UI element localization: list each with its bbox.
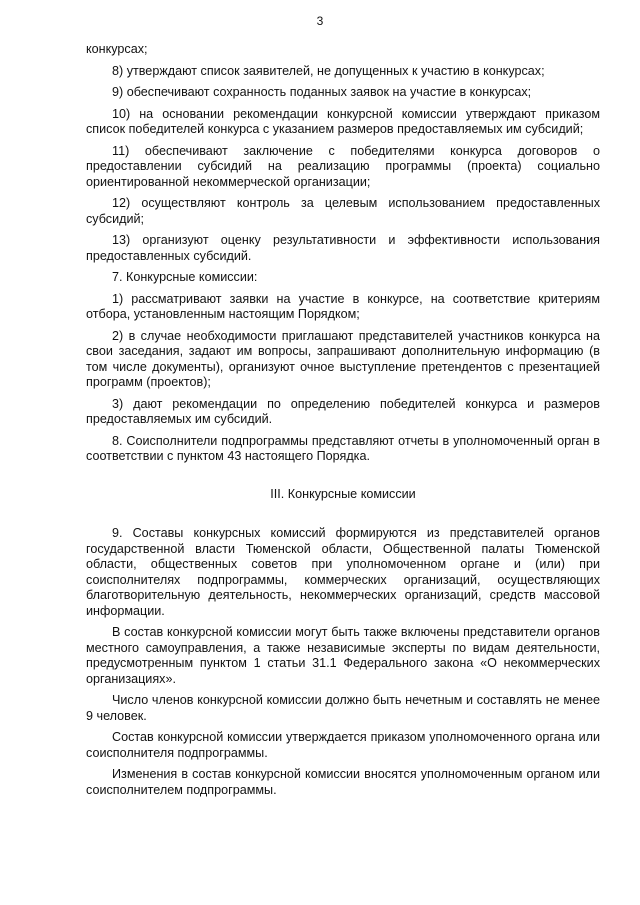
paragraph: 11) обеспечивают заключение с победителями конкурса договоров о предоставлении субсидий на реализацию программы (проекта) социально ориентированной некоммерческой организации; xyxy=(86,143,600,189)
paragraph: Изменения в состав конкурсной комиссии вносятся уполномоченным органом или соисполнителем подпрограммы. xyxy=(86,767,600,797)
section-title: III. Конкурсные комиссии xyxy=(270,486,416,501)
paragraph: 12) осуществляют контроль за целевым использованием предоставленных субсидий; xyxy=(86,196,600,226)
paragraph: 8) утверждают список заявителей, не допущенных к участию в конкурсах; xyxy=(112,63,545,78)
paragraph: В состав конкурсной комиссии могут быть также включены представители органов местного самоуправления, а также независимые эксперты по видам деятельности, предусмотренным пунктом 1 статьи 31.1 Федерального закона «О некоммерческих организациях». xyxy=(86,625,600,686)
paragraph: Число членов конкурсной комиссии должно быть нечетным и составлять не менее 9 человек. xyxy=(86,693,600,723)
document-body xyxy=(86,42,600,804)
paragraph: 9) обеспечивают сохранность поданных заявок на участие в конкурсах; xyxy=(112,85,532,99)
paragraph: 7. Конкурсные комиссии: xyxy=(112,270,258,284)
paragraph: Состав конкурсной комиссии утверждается приказом уполномоченного органа или соисполнителя подпрограммы. xyxy=(86,730,600,760)
paragraph: 1) рассматривают заявки на участие в конкурсе, на соответствие критериям отбора, установленным настоящим Порядком; xyxy=(86,291,600,321)
paragraph: конкурсах; xyxy=(86,42,148,56)
page-number: 3 xyxy=(316,14,324,28)
paragraph: 2) в случае необходимости приглашают представителей участников конкурса на свои заседания, задают им вопросы, запрашивают дополнительную информацию (в том числе документы), организуют очное выступление претендентов с презентацией программ (проектов); xyxy=(86,328,600,389)
paragraph: 8. Соисполнители подпрограммы представляют отчеты в уполномоченный орган в соответствии с пунктом 43 настоящего Порядка. xyxy=(86,433,600,463)
paragraph: 13) организуют оценку результативности и эффективности использования предоставленных субсидий. xyxy=(86,233,600,263)
paragraph: 10) на основании рекомендации конкурсной комиссии утверждают приказом список победителей конкурса с указанием размеров предоставляемых им субсидий; xyxy=(86,106,600,136)
paragraph: 9. Составы конкурсных комиссий формируются из представителей органов государственной власти Тюменской области, Общественной палаты Тюменской области, общественных советов при уполномоченном органе и (или) при соисполнителях подпрограммы, коммерческих организаций, осуществляющих благотворительную деятельность, некоммерческих организаций, средств массовой информации. xyxy=(86,526,600,618)
paragraph: 3) дают рекомендации по определению победителей конкурса и размеров предоставляемых им субсидий. xyxy=(86,396,600,426)
